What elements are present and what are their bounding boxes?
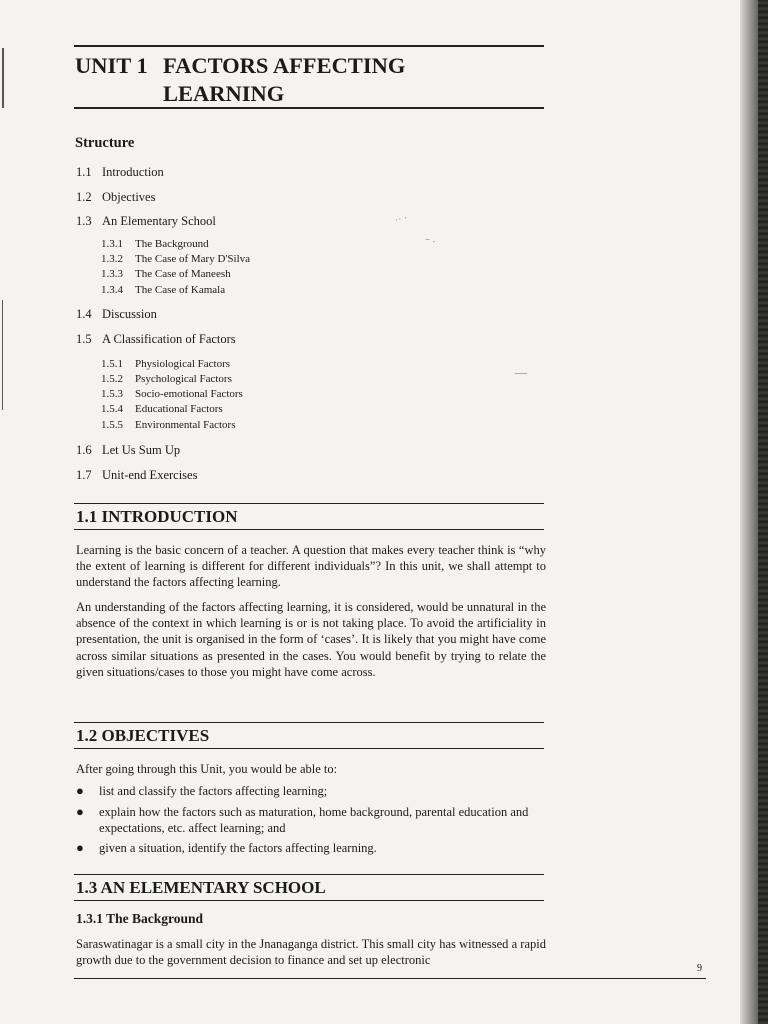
toc-subitem: 1.3.3 The Case of Maneesh xyxy=(101,268,231,280)
title-bottom-rule xyxy=(74,107,544,109)
bullet-item: ● list and classify the factors affecting learning; xyxy=(76,783,328,798)
toc-item: 1.6 Let Us Sum Up xyxy=(76,443,181,457)
toc-subitem: 1.5.4 Educational Factors xyxy=(101,403,223,415)
toc-item: 1.2 Objectives xyxy=(76,190,156,204)
bullet-icon: ● xyxy=(76,783,84,798)
bullet-item: ● given a situation, identify the factors affecting learning. xyxy=(76,840,377,855)
section-bottom-rule xyxy=(74,900,544,901)
paragraph: An understanding of the factors affecting learning, it is considered, would be unnatural in the absence of the context in which learning is or is not taking place. To avoid the artificiality in presentation, the unit is organised in the form of ‘cases’. It is likely that you might have come across similar situations as presented in the cases. You would benefit by trying to relate the given situations/cases to those you might have come across. xyxy=(76,600,546,679)
binding-mark xyxy=(2,48,4,108)
section-top-rule xyxy=(74,722,544,723)
unit-title-line2: LEARNING xyxy=(163,81,285,106)
page-number: 9 xyxy=(697,963,702,974)
toc-subitem: 1.5.5 Environmental Factors xyxy=(101,419,236,431)
title-top-rule xyxy=(74,45,544,47)
section-top-rule xyxy=(74,503,544,504)
toc-subitem: 1.5.2 Psychological Factors xyxy=(101,373,232,385)
bullet-icon: ● xyxy=(76,804,84,819)
toc-item: 1.7 Unit-end Exercises xyxy=(76,468,198,482)
toc-subitem: 1.3.4 The Case of Kamala xyxy=(101,284,226,296)
bullet-item: ● explain how the factors such as maturation, home background, parental education and expectations, etc. affect learning; and xyxy=(76,804,529,836)
toc-item: 1.5 A Classification of Factors xyxy=(76,332,236,346)
bullet-icon: ● xyxy=(76,840,84,855)
unit-label: UNIT 1 xyxy=(75,53,148,78)
objectives-lead: After going through this Unit, you would be able to: xyxy=(76,762,338,776)
scan-smudge: ·· · xyxy=(393,212,409,227)
scan-smudge xyxy=(515,373,527,374)
binding-mark xyxy=(2,300,3,410)
unit-title-line1: FACTORS AFFECTING xyxy=(163,53,406,78)
scan-smudge: ⁻ ∙ xyxy=(425,237,436,248)
section-heading-introduction: 1.1 INTRODUCTION xyxy=(76,507,238,526)
toc-item: 1.1 Introduction xyxy=(76,165,164,179)
section-heading-objectives: 1.2 OBJECTIVES xyxy=(76,726,210,745)
toc-subitem: 1.3.1 The Background xyxy=(101,238,209,250)
toc-item: 1.4 Discussion xyxy=(76,307,157,321)
paragraph: Learning is the basic concern of a teacher. A question that makes every teacher think is “why the extent of learning is different for different individuals”? In this unit, we shall attempt to understand the factors affecting learning. xyxy=(76,543,546,590)
paragraph: Saraswatinagar is a small city in the Jnanaganga district. This small city has witnessed a rapid growth due to the government decision to finance and set up electronic xyxy=(76,937,546,968)
toc-item: 1.3 An Elementary School xyxy=(76,214,216,228)
subsection-heading: 1.3.1 The Background xyxy=(76,911,204,926)
toc-subitem: 1.5.1 Physiological Factors xyxy=(101,358,231,370)
section-bottom-rule xyxy=(74,529,544,530)
scan-dark-edge xyxy=(758,0,768,1024)
structure-heading: Structure xyxy=(75,135,135,151)
toc-subitem: 1.5.3 Socio-emotional Factors xyxy=(101,388,243,400)
toc-subitem: 1.3.2 The Case of Mary D'Silva xyxy=(101,253,251,265)
footer-rule xyxy=(74,978,706,979)
section-top-rule xyxy=(74,874,544,875)
section-heading-elementary-school: 1.3 AN ELEMENTARY SCHOOL xyxy=(76,878,326,897)
section-bottom-rule xyxy=(74,748,544,749)
